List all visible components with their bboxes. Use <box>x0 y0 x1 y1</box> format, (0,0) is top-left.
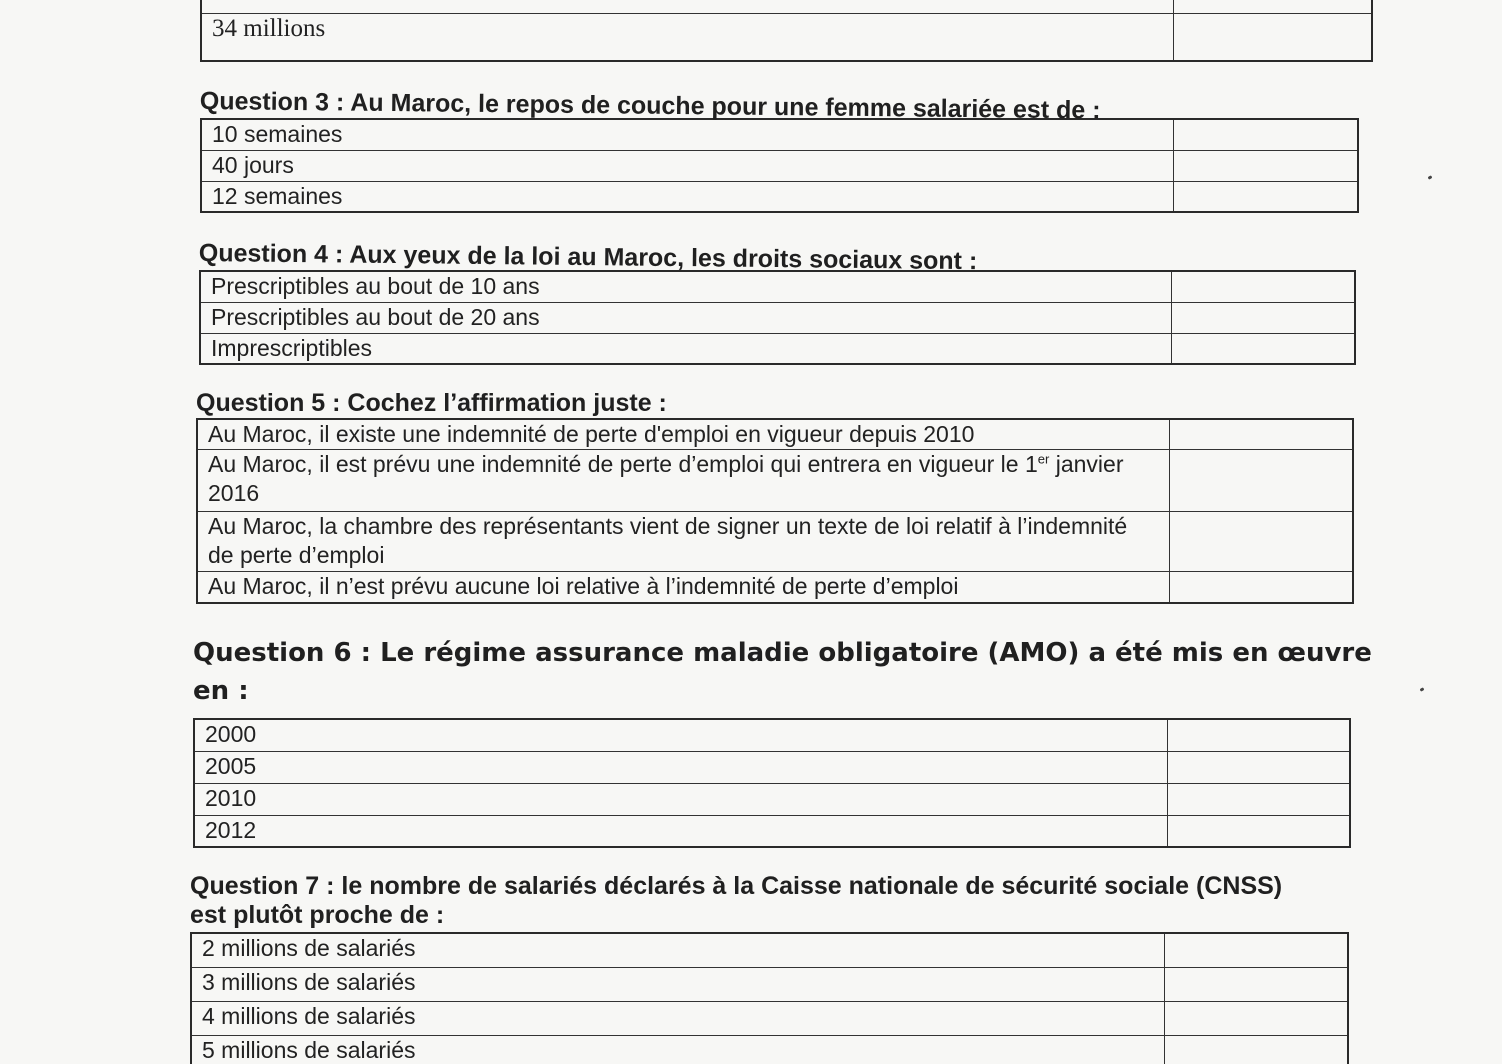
option-label <box>197 450 1169 512</box>
question-3 <box>200 86 1359 213</box>
answer-box[interactable] <box>1167 783 1350 815</box>
answer-box[interactable] <box>1164 967 1348 1001</box>
question-title: Question 4 : Aux yeux de la loi au Maroc, les droits sociaux sont : <box>198 238 978 276</box>
table-row <box>197 572 1353 603</box>
q3-options-table <box>200 118 1359 213</box>
option-label: 10 semaines <box>201 119 1173 150</box>
option-label: 2005 <box>194 751 1167 783</box>
q6-options-table <box>193 718 1351 848</box>
answer-box[interactable] <box>1167 719 1350 751</box>
option-label: Prescriptibles au bout de 10 ans <box>200 271 1171 302</box>
question-6 <box>193 634 1378 848</box>
option-label: 34 millions <box>201 13 1173 61</box>
table-row <box>197 450 1353 512</box>
question-title: Question 6 : Le régime assurance maladie obligatoire (AMO) a été mis en œuvre en : <box>193 638 1372 706</box>
table-row <box>191 967 1348 1001</box>
answer-box[interactable] <box>1171 333 1355 364</box>
option-text-part: janvier 2016 <box>208 451 1124 506</box>
answer-box[interactable] <box>1169 419 1353 450</box>
answer-box[interactable] <box>1164 933 1348 967</box>
answer-box[interactable] <box>1167 815 1350 847</box>
table-row <box>197 419 1353 450</box>
option-label: 12 semaines <box>201 181 1173 212</box>
scan-speck <box>1428 175 1433 180</box>
answer-box[interactable] <box>1167 751 1350 783</box>
option-label: Au Maroc, la chambre des représentants vient de signer un texte de loi relatif à l’indemnité de perte d’emploi <box>197 512 1169 572</box>
question-5 <box>196 388 1354 604</box>
table-row <box>194 751 1350 783</box>
question-title: Question 7 : le nombre de salariés déclarés à la Caisse nationale de sécurité sociale (CNSS) est plutôt proche de : <box>190 872 1283 929</box>
option-text-part: Au Maroc, il est prévu une indemnité de perte d’emploi qui entrera en vigueur le 1 <box>208 451 1038 477</box>
table-row <box>201 150 1358 181</box>
question-title: Question 3 : Au Maroc, le repos de couche pour une femme salariée est de : <box>199 86 1101 125</box>
question-4 <box>199 238 1356 365</box>
table-row <box>201 13 1372 61</box>
option-label: 2012 <box>194 815 1167 847</box>
option-label: 4 millions de salariés <box>191 1001 1164 1035</box>
answer-box[interactable] <box>1164 1001 1348 1035</box>
answer-box[interactable] <box>1173 150 1358 181</box>
option-label: 5 millions de salariés <box>191 1035 1164 1064</box>
answer-box[interactable] <box>1173 181 1358 212</box>
option-label: Imprescriptibles <box>200 333 1171 364</box>
table-row <box>194 783 1350 815</box>
table-row <box>194 719 1350 751</box>
table-row <box>194 815 1350 847</box>
q4-options-table <box>199 270 1356 365</box>
answer-box[interactable] <box>1164 1035 1348 1064</box>
scan-speck <box>1420 687 1425 692</box>
q2-options-table <box>200 0 1373 62</box>
table-row <box>191 1001 1348 1035</box>
table-row <box>201 0 1372 13</box>
question-title: Question 5 : Cochez l’affirmation juste : <box>196 389 667 417</box>
answer-box[interactable] <box>1169 512 1353 572</box>
answer-box[interactable] <box>1171 302 1355 333</box>
q2-table-tail <box>200 0 1373 62</box>
option-label: 2000 <box>194 719 1167 751</box>
table-row <box>197 512 1353 572</box>
option-label: 3 millions de salariés <box>191 967 1164 1001</box>
table-row <box>191 1035 1348 1064</box>
question-7 <box>190 872 1305 1064</box>
option-label: 40 jours <box>201 150 1173 181</box>
answer-box[interactable] <box>1173 0 1372 13</box>
table-row <box>201 181 1358 212</box>
answer-box[interactable] <box>1169 572 1353 603</box>
option-label: 2 millions de salariés <box>191 933 1164 967</box>
answer-box[interactable] <box>1173 13 1372 61</box>
option-label: Au Maroc, il existe une indemnité de perte d'emploi en vigueur depuis 2010 <box>197 419 1169 450</box>
option-label: Au Maroc, il n’est prévu aucune loi relative à l’indemnité de perte d’emploi <box>197 572 1169 603</box>
q5-options-table <box>196 418 1354 604</box>
option-label: Prescriptibles au bout de 20 ans <box>200 302 1171 333</box>
table-row <box>200 333 1355 364</box>
table-row <box>191 933 1348 967</box>
option-label: 2010 <box>194 783 1167 815</box>
ordinal-suffix: er <box>1037 451 1050 467</box>
answer-box[interactable] <box>1169 450 1353 512</box>
q7-options-table <box>190 932 1349 1064</box>
table-row <box>200 302 1355 333</box>
